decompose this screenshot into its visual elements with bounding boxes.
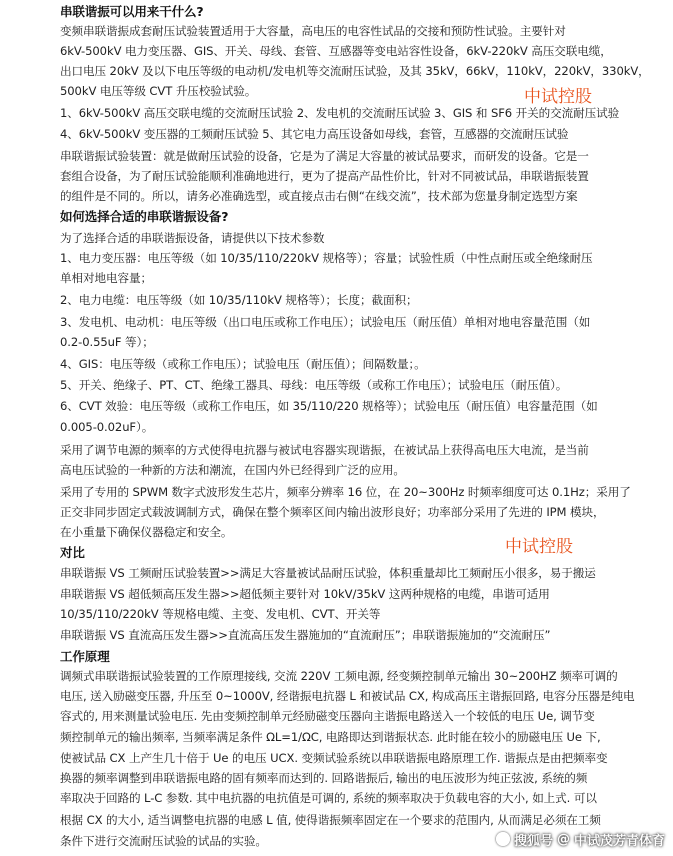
footer-source: 搜狐号 (513, 833, 553, 849)
article-line: 0.2-0.55uF 等）； (60, 335, 154, 349)
article-line: 容式的, 用来测量试验电压. 先由变频控制单元经励磁变压器向主谐振电路送入一个较低的电压 Ue, 调节变 (60, 709, 595, 723)
article-line: 6、CVT 效验：电压等级（或称工作电压，如 35/110/220 规格等）；试验电压（耐压值）电容量范围（如 (60, 399, 598, 413)
footer-account: 中试茂芳青体育 (573, 833, 665, 849)
article-line: 0.005-0.02uF）。 (60, 420, 154, 434)
article-line: 高电压试验的一种新的方法和潮流，在国内外已经得到广泛的应用。 (60, 463, 405, 477)
article-line: 4、GIS：电压等级（或称工作电压）；试验电压（耐压值）；间隔数量；。 (60, 357, 426, 371)
article-line: 1、电力变压器：电压等级（如 10/35/110/220kV 规格等）；容量；试验性质（中性点耐压或全绝缘耐压 (60, 251, 593, 265)
article-line: 换器的频率调整到串联谐振电路的固有频率而达到的. 回路谐振后, 输出的电压波形为纯正弦波, 系统的频 (60, 771, 588, 785)
article-line: 频控制单元的输出频率, 当频率满足条件 ΩL=1/ΩC, 电路即达到谐振状态. 此时能在较小的励磁电压 Ue 下, (60, 730, 601, 744)
article-line: 500kV 电压等级 CVT 升压校验试验。 (60, 84, 257, 98)
article-line: 套组合设备，为了耐压试验能顺利准确地进行，更为了提高产品性价比，针对不同被试品，串联谐振装置 (60, 169, 589, 183)
article-line: 5、开关、绝缘子、PT、CT、绝缘工器具、母线：电压等级（或称工作电压）；试验电压（耐压值）。 (60, 378, 568, 392)
article-line: 在小重量下确保仪器稳定和安全。 (60, 525, 233, 539)
article-line: 出口电压 20kV 及以下电压等级的电动机/发电机等交流耐压试验，及其 35kV，66kV，110kV，220kV，330kV， (60, 64, 650, 78)
article-line: 1、6kV-500kV 高压交联电缆的交流耐压试验 2、发电机的交流耐压试验 3、GIS 和 SF6 开关的交流耐压试验 (60, 106, 620, 120)
section-heading: 对比 (60, 545, 85, 560)
watermark-zhongshi: 中试控股 (524, 87, 592, 107)
section-heading: 工作原理 (60, 649, 110, 664)
article-line: 变频串联谐振成套耐压试验装置适用于大容量，高电压的电容性试品的交接和预防性试验。主要针对 (60, 24, 566, 38)
sohu-logo-icon (496, 832, 510, 846)
article-line: 串联谐振 VS 工频耐压试验装置>>满足大容量被试品耐压试验，体积重量却比工频耐压小很多，易于搬运 (60, 566, 596, 580)
sohu-footer (496, 826, 665, 852)
footer-separator: @ (556, 831, 570, 847)
watermark-zhongshi: 中试控股 (505, 537, 573, 557)
article-line: 电压, 送入励磁变压器, 升压至 0~1000V, 经谐振电抗器 L 和被试品 CX, 构成高压主谐振回路, 电容分压器是纯电 (60, 689, 635, 703)
article-line: 10/35/110/220kV 等规格电缆、主变、发电机、CVT、开关等 (60, 607, 381, 621)
section-heading: 如何选择合适的串联谐振设备? (60, 209, 229, 224)
article-line: 采用了调节电源的频率的方式使得电抗器与被试电容器实现谐振，在被试品上获得高电压大电流，是当前 (60, 443, 589, 457)
article-line: 为了选择合适的串联谐振设备，请提供以下技术参数 (60, 231, 325, 245)
article-line: 采用了专用的 SPWM 数字式波形发生芯片，频率分辨率 16 位，在 20~300Hz 时频率细度可达 0.1Hz；采用了 (60, 485, 631, 499)
article-line: 4、6kV-500kV 变压器的工频耐压试验 5、其它电力高压设备如母线，套管，互感器的交流耐压试验 (60, 127, 569, 141)
article-line: 串联谐振试验装置：就是做耐压试验的设备，它是为了满足大容量的被试品要求，而研发的设备。它是一 (60, 149, 589, 163)
article-line: 3、发电机、电动机：电压等级（出口电压或称工作电压）；试验电压（耐压值）单相对地电容量范围（如 (60, 315, 591, 329)
article-line: 正交非同步固定式载波调制方式，确保在整个频率区间内输出波形良好；功率部分采用了先进的 IPM 模块， (60, 505, 605, 519)
article-line: 串联谐振 VS 超低频高压发生器>>超低频主要针对 10kV/35kV 这两种规格的电缆，串谐可适用 (60, 587, 550, 601)
section-heading: 串联谐振可以用来干什么? (60, 4, 204, 19)
article-line: 条件下进行交流耐压试验的试品的实验。 (60, 834, 267, 848)
article-line: 单相对地电容量； (60, 271, 152, 285)
article-line: 根据 CX 的大小, 适当调整电抗器的电感 L 值, 使得谐振频率固定在一个要求的范围内, 从而满足必须在工频 (60, 813, 601, 827)
article-line: 率取决于回路的 L-C 参数. 其中电抗器的电抗值是可调的, 系统的频率取决于负载电容的大小, 如上式. 可以 (60, 791, 597, 805)
article-line: 2、电力电缆：电压等级（如 10/35/110kV 规格等）；长度；截面积； (60, 293, 418, 307)
article-line: 调频式串联谐振试验装置的工作原理接线, 交流 220V 工频电源, 经变频控制单元输出 30~200HZ 频率可调的 (60, 669, 618, 683)
article-line: 6kV-500kV 电力变压器、GIS、开关、母线、套管、互感器等变电站容性设备，6kV-220kV 高压交联电缆， (60, 44, 612, 58)
article-line: 使被试品 CX 上产生几十倍于 Ue 的电压 UCX. 变频试验系统以串联谐振电路原理工作. 谐振点是由把频率变 (60, 751, 608, 765)
article-line: 串联谐振 VS 直流高压发生器>>直流高压发生器施加的“直流耐压”；串联谐振施加的“交流耐压” (60, 628, 551, 642)
article-line: 的组件是不同的。所以，请务必准确选型，或直接点击右侧“在线交流”，技术部为您量身制定选型方案 (60, 189, 578, 203)
